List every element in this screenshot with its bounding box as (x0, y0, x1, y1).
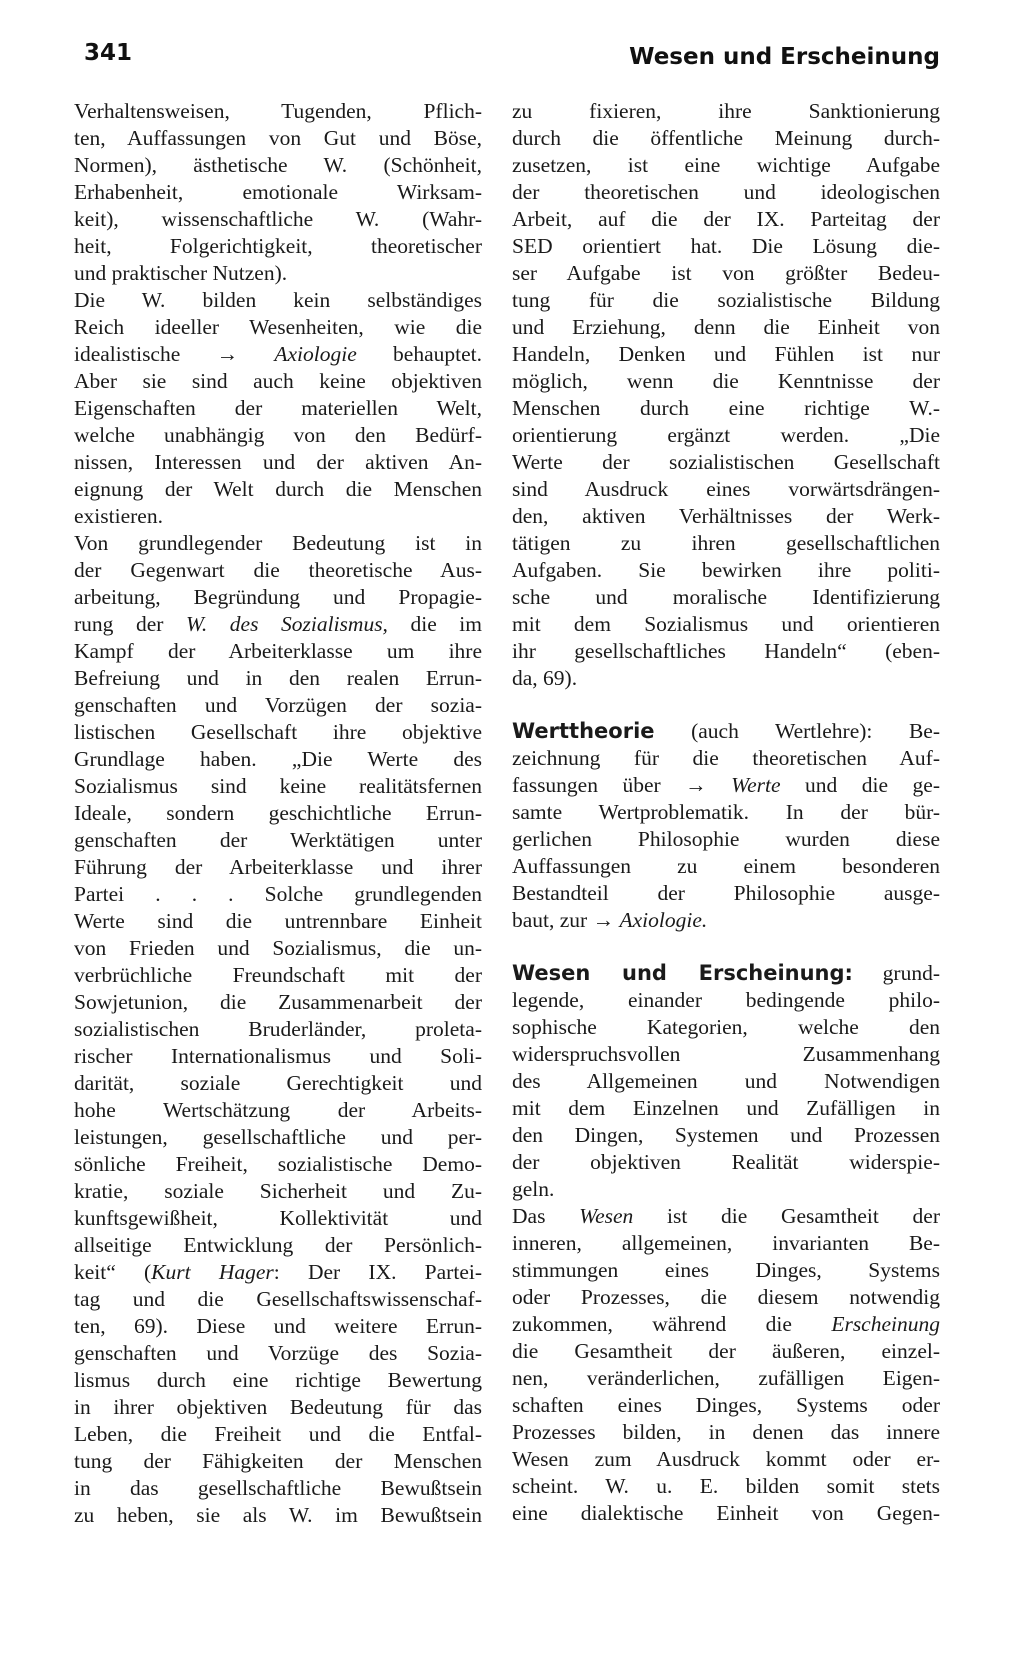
text-segment: stimmungen eines Dinges, Systems (512, 1258, 940, 1282)
text-segment: Sozialismus sind keine realitätsfernen (74, 774, 482, 798)
text-segment: zusetzen, ist eine wichtige Aufgabe (512, 153, 940, 177)
text-segment: Werte der sozialistischen Gesellschaft (512, 450, 940, 474)
text-line (512, 907, 940, 934)
text-line (74, 1421, 482, 1448)
text-line (74, 1259, 482, 1286)
text-segment: Aufgaben. Sie bewirken ihre politi- (512, 558, 940, 582)
text-line (74, 1475, 482, 1502)
text-line (512, 1365, 940, 1392)
text-line (512, 1068, 940, 1095)
text-segment: ihr gesellschaftliches Handeln“ (eben- (512, 639, 940, 663)
text-line (512, 1149, 940, 1176)
text-segment: des Allgemeinen und Notwendigen (512, 1069, 940, 1093)
text-segment: zu heben, sie als W. im Bewußtsein (74, 1503, 482, 1527)
text-line (512, 530, 940, 557)
text-segment: und die ge- (780, 773, 940, 797)
text-line (74, 314, 482, 341)
text-segment: sönliche Freiheit, sozialistische Demo- (74, 1152, 482, 1176)
text-line (74, 557, 482, 584)
text-segment: legende, einander bedingende philo- (512, 988, 940, 1012)
text-line (74, 422, 482, 449)
text-line (512, 233, 940, 260)
text-line (512, 611, 940, 638)
text-segment: Von grundlegender Bedeutung ist in (74, 531, 482, 555)
text-segment: zukommen, während die (512, 1312, 832, 1336)
text-segment: eignung der Welt durch die Menschen (74, 477, 482, 501)
text-segment: tung der Fähigkeiten der Menschen (74, 1449, 482, 1473)
text-segment: Partei . . . Solche grundlegenden (74, 882, 482, 906)
text-segment: grund- (852, 961, 940, 985)
text-segment: der theoretischen und ideologischen (512, 180, 940, 204)
text-line (74, 503, 482, 530)
text-segment: da, 69). (512, 666, 578, 690)
text-line (512, 1041, 940, 1068)
text-line (74, 773, 482, 800)
text-line (512, 125, 940, 152)
text-line (74, 1340, 482, 1367)
text-line (74, 449, 482, 476)
text-line (74, 233, 482, 260)
text-line (512, 853, 940, 880)
text-segment: ser Aufgabe ist von größter Bedeu- (512, 261, 940, 285)
text-segment: Werte sind die untrennbare Einheit (74, 909, 482, 933)
text-segment: die Gesamtheit der äußeren, einzel- (512, 1339, 940, 1363)
page-header (84, 40, 940, 80)
text-line (74, 962, 482, 989)
text-segment: orientierung ergänzt werden. „Die (512, 423, 940, 447)
text-segment: rischer Internationalismus und Soli- (74, 1044, 482, 1068)
italic-term: Wesen (579, 1204, 634, 1228)
text-line (512, 1311, 940, 1338)
text-segment: den, aktiven Verhältnisses der Werk- (512, 504, 940, 528)
text-segment: Sowjetunion, die Zusammenarbeit der (74, 990, 482, 1014)
text-line (74, 1178, 482, 1205)
text-segment: Verhaltensweisen, Tugenden, Pflich- (74, 99, 482, 123)
text-line (512, 772, 940, 799)
text-line (74, 1286, 482, 1313)
entry-gap (512, 934, 940, 960)
text-line (74, 368, 482, 395)
text-line (74, 827, 482, 854)
text-segment: kunftsgewißheit, Kollektivität und (74, 1206, 482, 1230)
text-line (74, 98, 482, 125)
text-segment: Befreiung und in den realen Errun- (74, 666, 482, 690)
italic-term: W. des Sozialismus, (185, 612, 388, 636)
text-segment: die im (387, 612, 482, 636)
text-line (512, 1257, 940, 1284)
text-segment: widerspruchsvollen Zusammenhang (512, 1042, 940, 1066)
text-line (512, 98, 940, 125)
text-line (74, 179, 482, 206)
text-line (512, 395, 940, 422)
text-segment: Grundlage haben. „Die Werte des (74, 747, 482, 771)
text-segment: genschaften und Vorzüge des Sozia- (74, 1341, 482, 1365)
text-segment: Das (512, 1204, 580, 1228)
italic-term: Erscheinung (831, 1312, 940, 1336)
text-line (512, 341, 940, 368)
text-line (74, 1043, 482, 1070)
text-segment: ten, Auffassungen von Gut und Böse, (74, 126, 482, 150)
text-segment: schaften eines Dinges, Systems oder (512, 1393, 940, 1417)
text-segment: Reich ideeller Wesenheiten, wie die (74, 315, 482, 339)
text-segment: keit), wissenschaftliche W. (Wahr- (74, 207, 482, 231)
text-segment: geln. (512, 1177, 555, 1201)
text-segment: genschaften der Werktätigen unter (74, 828, 482, 852)
text-segment: Führung der Arbeiterklasse und ihrer (74, 855, 482, 879)
text-segment: Handeln, Denken und Fühlen ist nur (512, 342, 940, 366)
text-segment: leistungen, gesellschaftliche und per- (74, 1125, 482, 1149)
text-line (74, 1448, 482, 1475)
italic-term: Axiologie. (619, 908, 708, 932)
text-line (74, 1151, 482, 1178)
text-line (512, 1392, 940, 1419)
text-segment: hohe Wertschätzung der Arbeits- (74, 1098, 482, 1122)
text-segment: tung für die sozialistische Bildung (512, 288, 940, 312)
text-segment: nen, veränderlichen, zufälligen Eigen- (512, 1366, 940, 1390)
text-segment: Eigenschaften der materiellen Welt, (74, 396, 482, 420)
text-line (512, 718, 940, 745)
text-line (512, 368, 940, 395)
text-segment: oder Prozesses, die diesem notwendig (512, 1285, 940, 1309)
text-line (74, 611, 482, 638)
text-segment: inneren, allgemeinen, invarianten Be- (512, 1231, 940, 1255)
text-segment: Erhabenheit, emotionale Wirksam- (74, 180, 482, 204)
text-line (74, 1070, 482, 1097)
text-segment: listischen Gesellschaft ihre objektive (74, 720, 482, 744)
text-segment: fassungen über → (512, 773, 732, 797)
text-line (74, 1097, 482, 1124)
text-segment: Auffassungen zu einem besonderen (512, 854, 940, 878)
text-segment: sozialistischen Bruderländer, proleta- (74, 1017, 482, 1041)
text-line (74, 1232, 482, 1259)
text-line (74, 476, 482, 503)
text-line (74, 1502, 482, 1529)
text-line (74, 584, 482, 611)
text-line (74, 341, 482, 368)
text-segment: Menschen durch eine richtige W.- (512, 396, 940, 420)
text-line (74, 719, 482, 746)
text-segment: Wesen zum Ausdruck kommt oder er- (512, 1447, 940, 1471)
text-segment: welche unabhängig von den Bedürf- (74, 423, 482, 447)
text-segment: allseitige Entwicklung der Persönlich- (74, 1233, 482, 1257)
text-line (512, 152, 940, 179)
text-segment: tätigen zu ihren gesellschaftlichen (512, 531, 940, 555)
text-line (74, 800, 482, 827)
text-segment: lismus durch eine richtige Bewertung (74, 1368, 482, 1392)
right-text-column (512, 98, 940, 1527)
text-line (512, 1419, 940, 1446)
text-line (74, 935, 482, 962)
text-line (512, 1203, 940, 1230)
text-segment: nissen, Interessen und der aktiven An- (74, 450, 482, 474)
text-segment: scheint. W. u. E. bilden somit stets (512, 1474, 940, 1498)
italic-term: Werte (731, 773, 781, 797)
text-line (512, 1338, 940, 1365)
text-line (74, 395, 482, 422)
text-line (512, 1473, 940, 1500)
entry-headword: Werttheorie (512, 719, 655, 743)
text-segment: Prozesses bilden, in denen das innere (512, 1420, 940, 1444)
text-line (74, 665, 482, 692)
text-segment: (auch Wertlehre): Be- (654, 719, 940, 743)
text-segment: mit dem Sozialismus und orientieren (512, 612, 940, 636)
text-segment: existieren. (74, 504, 163, 528)
text-line (512, 557, 940, 584)
text-segment: Arbeit, auf die der IX. Parteitag der (512, 207, 940, 231)
text-line (512, 987, 940, 1014)
text-line (512, 880, 940, 907)
text-segment: der Gegenwart die theoretische Aus- (74, 558, 482, 582)
text-segment: von Frieden und Sozialismus, die un- (74, 936, 482, 960)
text-segment: rung der (74, 612, 186, 636)
text-segment: den Dingen, Systemen und Prozessen (512, 1123, 940, 1147)
left-text-column (74, 98, 482, 1529)
text-line (512, 1446, 940, 1473)
text-line (512, 314, 940, 341)
text-segment: Bestandteil der Philosophie ausge- (512, 881, 940, 905)
text-line (74, 692, 482, 719)
text-line (74, 638, 482, 665)
text-segment: ist die Gesamtheit der (633, 1204, 941, 1228)
text-line (74, 881, 482, 908)
entry-headword: Wesen und Erscheinung: (512, 961, 853, 985)
text-line (512, 1014, 940, 1041)
text-line (512, 422, 940, 449)
text-line (512, 476, 940, 503)
text-segment: kratie, soziale Sicherheit und Zu- (74, 1179, 482, 1203)
text-line (512, 260, 940, 287)
text-line (512, 206, 940, 233)
text-line (512, 503, 940, 530)
text-segment: eine dialektische Einheit von Gegen- (512, 1501, 940, 1525)
text-segment: Die W. bilden kein selbständiges (74, 288, 482, 312)
text-line (512, 745, 940, 772)
text-segment: : Der IX. Partei- (273, 1260, 482, 1284)
text-segment: genschaften und Vorzügen der sozia- (74, 693, 482, 717)
text-line (74, 1394, 482, 1421)
text-segment: keit“ ( (74, 1260, 152, 1284)
text-line (74, 530, 482, 557)
text-line (74, 854, 482, 881)
italic-term: Axiologie (274, 342, 357, 366)
text-line (512, 179, 940, 206)
text-line (512, 584, 940, 611)
text-segment: SED orientiert hat. Die Lösung die- (512, 234, 940, 258)
text-segment: der objektiven Realität widerspie- (512, 1150, 940, 1174)
text-segment: Kampf der Arbeiterklasse um ihre (74, 639, 482, 663)
text-segment: verbrüchliche Freundschaft mit der (74, 963, 482, 987)
text-line (512, 638, 940, 665)
entry-gap (512, 692, 940, 718)
text-segment: samte Wertproblematik. In der bür- (512, 800, 940, 824)
text-line (512, 1230, 940, 1257)
text-line (74, 125, 482, 152)
text-segment: darität, soziale Gerechtigkeit und (74, 1071, 482, 1095)
text-line (512, 1284, 940, 1311)
text-line (74, 260, 482, 287)
text-segment: arbeitung, Begründung und Propagie- (74, 585, 482, 609)
text-segment: und Erziehung, denn die Einheit von (512, 315, 940, 339)
text-segment: sophische Kategorien, welche den (512, 1015, 940, 1039)
text-line (74, 1367, 482, 1394)
text-line (512, 665, 940, 692)
text-segment: zeichnung für die theoretischen Auf- (512, 746, 940, 770)
text-segment: Aber sie sind auch keine objektiven (74, 369, 482, 393)
text-segment: tag und die Gesellschaftswissenschaf- (74, 1287, 482, 1311)
italic-term: Kurt Hager (151, 1260, 274, 1284)
text-segment: sind Ausdruck eines vorwärtsdrängen- (512, 477, 940, 501)
text-line (74, 1124, 482, 1151)
text-line (74, 989, 482, 1016)
text-line (74, 746, 482, 773)
running-head: Wesen und Erscheinung (629, 44, 940, 70)
text-segment: baut, zur → (512, 908, 620, 932)
text-segment: gerlichen Philosophie wurden diese (512, 827, 940, 851)
text-segment: ten, 69). Diese und weitere Errun- (74, 1314, 482, 1338)
text-segment: in ihrer objektiven Bedeutung für das (74, 1395, 482, 1419)
text-segment: idealistische → (74, 342, 275, 366)
text-line (512, 826, 940, 853)
text-segment: Leben, die Freiheit und die Entfal- (74, 1422, 482, 1446)
text-segment: mit dem Einzelnen und Zufälligen in (512, 1096, 940, 1120)
text-line (512, 960, 940, 987)
text-line (512, 1500, 940, 1527)
text-segment: Ideale, sondern geschichtliche Errun- (74, 801, 482, 825)
text-segment: behauptet. (356, 342, 482, 366)
text-line (512, 1176, 940, 1203)
text-line (74, 1313, 482, 1340)
text-line (74, 206, 482, 233)
text-line (74, 1016, 482, 1043)
text-line (512, 287, 940, 314)
page-number: 341 (84, 40, 133, 66)
text-segment: heit, Folgerichtigkeit, theoretischer (74, 234, 482, 258)
text-line (512, 449, 940, 476)
text-segment: sche und moralische Identifizierung (512, 585, 940, 609)
text-segment: zu fixieren, ihre Sanktionierung (512, 99, 940, 123)
text-segment: Normen), ästhetische W. (Schönheit, (74, 153, 482, 177)
text-line (512, 1095, 940, 1122)
text-line (74, 908, 482, 935)
text-segment: durch die öffentliche Meinung durch- (512, 126, 940, 150)
text-line (74, 152, 482, 179)
text-line (74, 1205, 482, 1232)
text-segment: in das gesellschaftliche Bewußtsein (74, 1476, 482, 1500)
text-line (512, 1122, 940, 1149)
text-line (74, 287, 482, 314)
text-segment: und praktischer Nutzen). (74, 261, 288, 285)
text-line (512, 799, 940, 826)
text-segment: möglich, wenn die Kenntnisse der (512, 369, 940, 393)
